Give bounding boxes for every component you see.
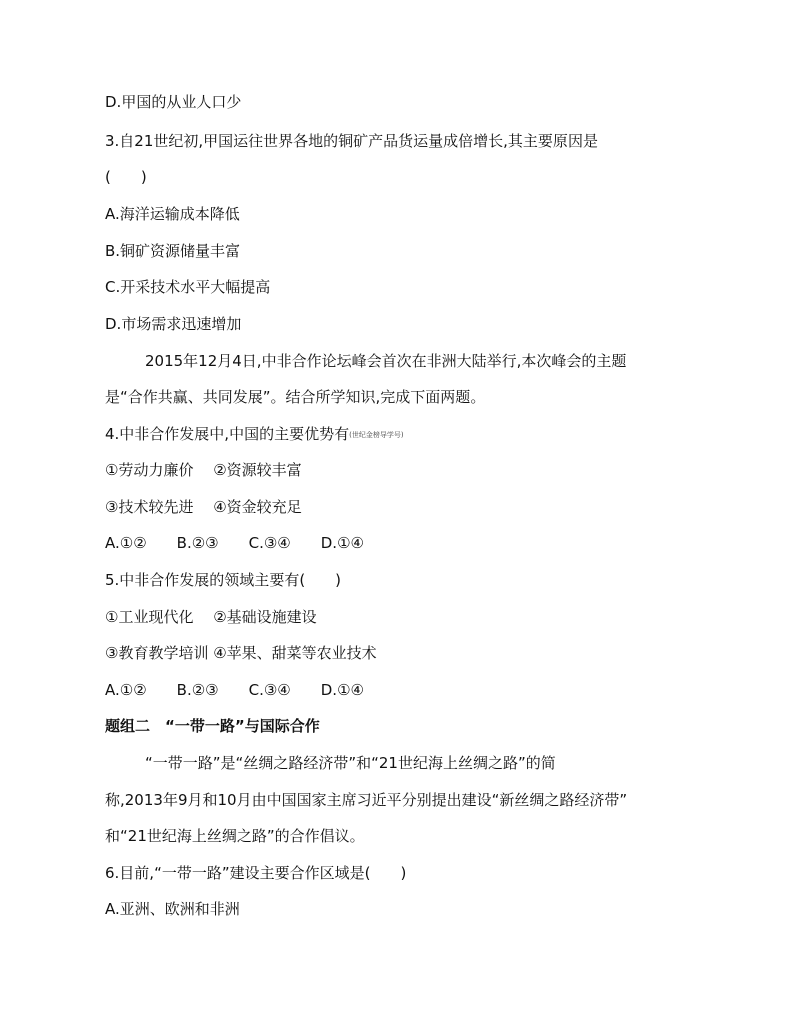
passage-1-line-2: 是“合作共赢、共同发展”。结合所学知识,完成下面两题。	[105, 388, 486, 406]
q4-items-row-1: ①劳动力廉价 ②资源较丰富	[105, 461, 302, 479]
q4-items-row-2: ③技术较先进 ④资金较充足	[105, 498, 302, 516]
question-4-stem	[105, 424, 404, 445]
q3-option-d: D.市场需求迅速增加	[105, 315, 242, 333]
q3-option-a: A.海洋运输成本降低	[105, 205, 240, 223]
passage-2-line-2: 称,2013年9月和10月由中国国家主席习近平分别提出建设“新丝绸之路经济带”	[105, 791, 628, 809]
q2-option-d: D.甲国的从业人口少	[105, 93, 242, 111]
q5-items-row-2: ③教育教学培训 ④苹果、甜菜等农业技术	[105, 644, 377, 662]
question-4-note: (世纪金榜导学号)	[349, 431, 404, 439]
q6-option-a: A.亚洲、欧洲和非洲	[105, 900, 240, 918]
passage-1-line-1: 2015年12月4日,中非合作论坛峰会首次在非洲大陆举行,本次峰会的主题	[145, 352, 627, 370]
passage-2-line-1: “一带一路”是“丝绸之路经济带”和“21世纪海上丝绸之路”的简	[145, 754, 556, 772]
question-4-text: 4.中非合作发展中,中国的主要优势有	[105, 425, 350, 443]
q5-items-row-1: ①工业现代化 ②基础设施建设	[105, 608, 317, 626]
question-3-answer-blank: ( )	[105, 168, 147, 186]
q3-option-c: C.开采技术水平大幅提高	[105, 278, 271, 296]
question-5-stem: 5.中非合作发展的领域主要有( )	[105, 571, 342, 589]
section-heading: 题组二 “一带一路”与国际合作	[105, 717, 320, 735]
passage-2-line-3: 和“21世纪海上丝绸之路”的合作倡议。	[105, 827, 365, 845]
question-6-stem: 6.目前,“一带一路”建设主要合作区域是( )	[105, 864, 407, 882]
q5-options: A.①② B.②③ C.③④ D.①④	[105, 681, 364, 699]
q3-option-b: B.铜矿资源储量丰富	[105, 242, 241, 260]
question-3-stem: 3.自21世纪初,甲国运往世界各地的铜矿产品货运量成倍增长,其主要原因是	[105, 132, 598, 150]
q4-options: A.①② B.②③ C.③④ D.①④	[105, 534, 364, 552]
